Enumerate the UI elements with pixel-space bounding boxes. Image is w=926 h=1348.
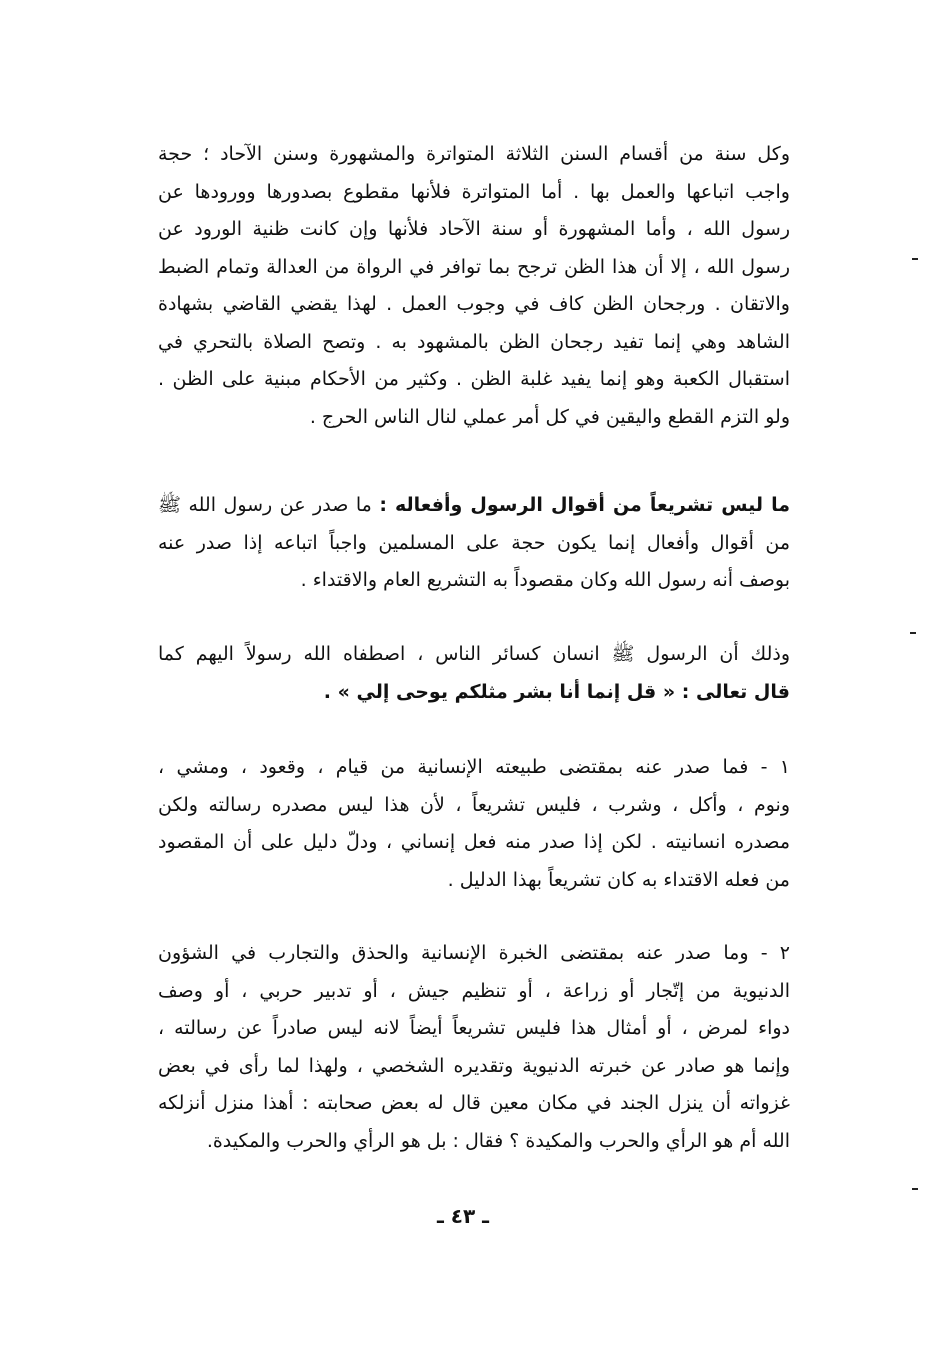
paragraph-prophet-human (158, 636, 790, 711)
text-line: استقبال الكعبة وهو إنما يفيد غلبة الظن . وكثير من الأحكام مبنية على الظن . (158, 368, 790, 390)
paragraph-sunnah-categories (158, 136, 790, 436)
paragraph-point-one (158, 749, 790, 899)
scan-speck (912, 1188, 918, 1190)
text-line: دواء لمرض ، أو أمثال هذا فليس تشريعاً أيضاً لانه ليس صادراً عن رسالته ، (158, 1017, 790, 1039)
scan-speck (910, 632, 916, 634)
text-line: الدنيوية من إتّجار أو زراعة ، أو تنظيم جيش ، أو تدبير حربي ، أو وصف (158, 979, 790, 1002)
text-line: وكل سنة من أقسام السنن الثلاثة المتواترة والمشهورة وسنن الآحاد ؛ حجة (158, 143, 790, 165)
text-line: مصدره انسانيته . لكن إذا صدر منه فعل إنساني ، ودلّ دليل على أن المقصود (158, 831, 790, 853)
text-line: غزواته أن ينزل الجند في مكان معين قال له بعض صحابته : أهذا منزل أنزلكه (158, 1092, 790, 1114)
text-line: ١ - فما صدر عنه بمقتضى طبيعته الإنسانية من قيام ، وقعود ، ومشي ، (158, 756, 790, 778)
scan-speck (912, 258, 918, 260)
text-line: رسول الله ، إلا أن هذا الظن ترجح بما توافر في الرواة من العدالة وتمام الضبط (158, 255, 790, 278)
heading-line (158, 487, 790, 525)
text-line: الشاهد وهي إنما تفيد رجحان الظن بالمشهود به . وتصح الصلاة بالتحري في (158, 330, 790, 353)
text-fragment: ما صدر عن رسول الله ﷺ (158, 494, 372, 516)
text-line: وذلك أن الرسول ﷺ انسان كسائر الناس ، اصطفاه الله رسولاً اليهم كما (158, 643, 790, 665)
text-line: رسول الله ، وأما المشهورة أو سنة الآحاد فلأنها وإن كانت ظنية الورود عن (158, 218, 790, 240)
text-line: الله أم هو الرأي والحرب والمكيدة ؟ فقال : بل هو الرأي والحرب والمكيدة. (206, 1129, 790, 1152)
text-line: وإنما هو صادر عن خبرته الدنيوية وتقديره الشخصي ، ولهذا لما رأى في بعض (158, 1054, 790, 1077)
text-line: من أقوال وأفعال إنما يكون حجة على المسلمين واجباً اتباعه إذا صدر عنه (158, 531, 790, 554)
paragraph-non-legislative (158, 487, 790, 600)
paragraph-point-two (158, 935, 790, 1160)
page-number: ـ ٤٣ ـ (436, 1204, 490, 1228)
text-line: ٢ - وما صدر عنه بمقتضى الخبرة الإنسانية والحذق والتجارب في الشؤون (158, 942, 790, 964)
text-line: من فعله الاقتداء به كان تشريعاً بهذا الدليل . (447, 868, 790, 891)
text-line: ونوم ، وأكل ، وشرب ، فليس تشريعاً ، لأن هذا ليس مصدره رسالته ولكن (158, 793, 790, 816)
text-line: واجب اتباعها والعمل بها . أما المتواترة فلأنها مقطوع بصدورها وورودها عن (158, 180, 790, 203)
text-line: والاتقان . ورجحان الظن كاف في وجوب العمل . لهذا يقضي القاضي بشهادة (158, 293, 790, 315)
section-heading: ما ليس تشريعاً من أقوال الرسول وأفعاله : (379, 494, 790, 516)
text-line: بوصف أنه رسول الله وكان مقصوداً به التشريع العام والاقتداء . (300, 569, 790, 591)
quran-quote-line: قال تعالى : « قل إنما أنا بشر مثلكم يوحى إلي » . (323, 680, 790, 703)
text-line: ولو التزم القطع واليقين في كل أمر عملي لنال الناس الحرج . (309, 405, 790, 428)
